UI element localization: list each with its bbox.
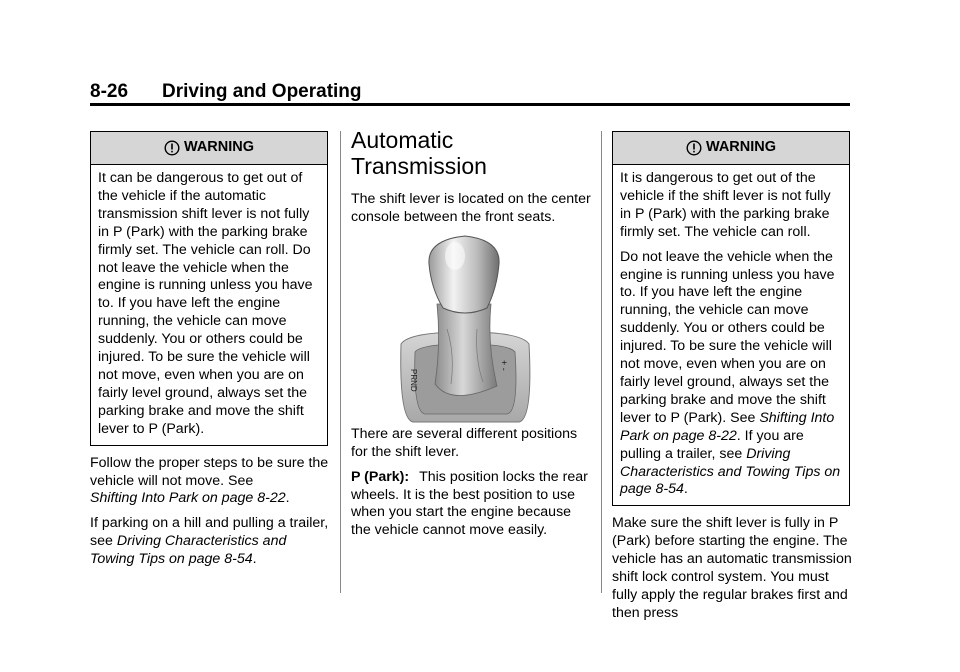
warning-label: WARNING — [705, 139, 777, 156]
warning-text: Do not leave the vehicle when the engine is running unless you have to. If you have left the engine running, the vehicle can move suddenly. You or others could be injured. To be sure the vehicle will not move, even when you are on fairly level ground, always set the parking brake and move the shift lever to P (Park). See Shifting Into Park on page 8-22. If you are pulling a trailer, see Driving Characteristics and Towing Tips on page 8-54. — [620, 248, 841, 498]
warning-header — [613, 132, 849, 165]
section-heading: Automatic Transmission — [351, 127, 487, 179]
cross-reference: Driving Characteristics and Towing Tips on page 8-54 — [620, 445, 841, 498]
paragraph: The shift lever is located on the center console between the front seats. — [351, 191, 591, 225]
paragraph: Follow the proper steps to be sure the vehicle will not move. See Shifting Into Park on page 8-22. — [90, 454, 329, 507]
warning-icon — [686, 140, 702, 156]
paragraph: Make sure the shift lever is fully in P (Park) before starting the engine. The vehicle has an automatic transmission shift lock control system. You must fully apply the regular brakes first and then press — [612, 515, 852, 621]
warning-label: WARNING — [183, 139, 255, 156]
column-divider — [601, 131, 602, 593]
warning-body — [613, 165, 849, 505]
header-rule — [90, 103, 850, 106]
cross-reference: Shifting Into Park on page 8-22 — [90, 490, 286, 507]
paragraph: There are several different positions for the shift lever. — [351, 425, 578, 460]
shift-lever-drawing — [351, 234, 591, 424]
cross-reference: Driving Characteristics and Towing Tips on page 8-54 — [90, 533, 287, 568]
warning-box — [612, 131, 850, 506]
gear-letters: PRND — [409, 368, 418, 392]
column-divider — [340, 131, 341, 593]
column-left — [90, 131, 330, 576]
manual-shift-marks: + - — [499, 359, 509, 371]
warning-box — [90, 131, 328, 446]
page-number: 8-26 — [90, 81, 129, 102]
page-header — [90, 80, 852, 104]
warning-text: It is dangerous to get out of the vehicle if the shift lever is not fully in P (Park) with the parking brake firmly set. The vehicle can roll. — [620, 170, 831, 240]
paragraph: If parking on a hill and pulling a trailer, see Driving Characteristics and Towing Tips on page 8-54. — [90, 515, 329, 568]
shift-lever-illustration — [351, 234, 591, 424]
cross-reference: Shifting Into Park on page 8-22 — [620, 409, 835, 444]
warning-body — [91, 165, 327, 445]
warning-icon — [164, 140, 180, 156]
warning-text: It can be dangerous to get out of the vehicle if the automatic transmission shift lever is not fully in P (Park) with the parking brake firmly set. The vehicle can roll. Do not leave the vehicle when the engine is running unless you have to. If you have left the engine running, the vehicle can move suddenly. You or others could be injured. To be sure the vehicle will not move, even when you are on fairly level ground, always set the parking brake and move the shift lever to P (Park). — [98, 170, 313, 437]
park-label: P (Park): — [351, 468, 410, 485]
section-title: Driving and Operating — [162, 81, 362, 102]
column-middle — [351, 128, 591, 547]
column-right — [612, 131, 852, 630]
park-paragraph: P (Park): This position locks the rear wheels. It is the best position to use when you start the engine because the vehicle cannot move easily. — [351, 468, 588, 539]
warning-header — [91, 132, 327, 165]
